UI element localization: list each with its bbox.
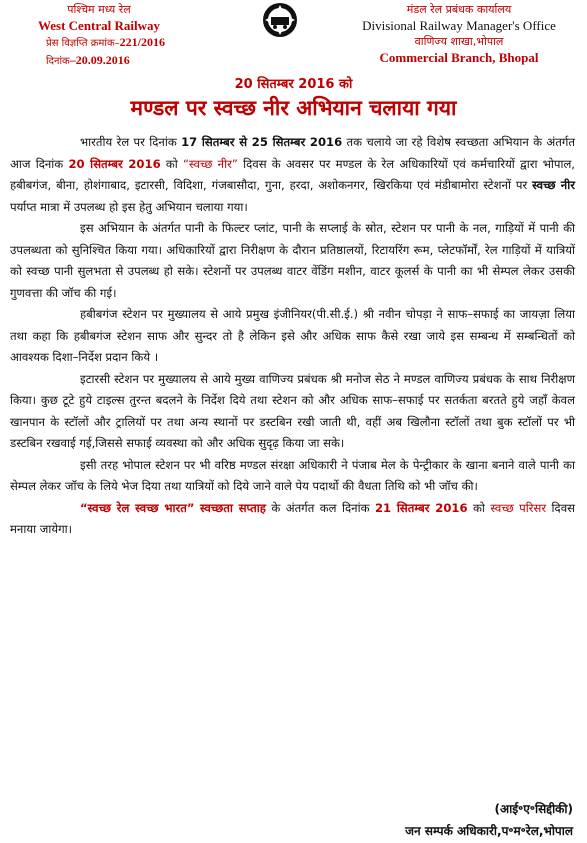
paragraph-3: हबीबगंज स्टेशन पर मुख्यालय से आये प्रमुख इंजीनियर(पी.सी.ई.) श्री नवीन चोपड़ा ने साफ–सफाई का जायज़ा लिया तथा कहा कि हबीबगंज स्टेशन साफ और सुन्दर तो है लेकिन इसे और अधिक साफ कैसे रखा जाये इस सम्बन्ध में सम्बन्धितों को आवश्यक दिशा–निर्देश प्रदान किये । bbox=[10, 307, 575, 364]
signatory-designation: जन सम्पर्क अधिकारी,प॰म॰रेल,भोपाल bbox=[405, 824, 573, 838]
office-english: Divisional Railway Manager's Office bbox=[362, 18, 556, 33]
signatory-name: (आई॰ए॰सिद्दीकी) bbox=[494, 802, 573, 816]
branch-english: Commercial Branch, Bhopal bbox=[379, 50, 539, 65]
press-release-number: प्रेस विज्ञप्ति क्रमांक–221/2016 bbox=[46, 35, 166, 49]
press-release-date: दिनांक–20.09.2016 bbox=[46, 53, 130, 67]
event-date: 20 सितम्बर 2016 को bbox=[234, 77, 353, 92]
org-english: West Central Railway bbox=[37, 18, 161, 33]
paragraph-4: इटारसी स्टेशन पर मुख्यालय से आये मुख्य वाणिज्य प्रबंधक श्री मनोज सेठ ने मण्डल वाणिज्य प्रबंधक के साथ निरीक्षण किया। कुछ टूटे हुये टाइल्स तुरन्त बदलने के निर्देश दिये तथा स्टेशन को और अधिक साफ–सफाई पर सतर्कता बरतते हुये जहाँ केवल खानपान के स्टॉलों और ट्रालियों पर तथा अन्य स्थानों पर डस्टबिन रखी जाती थी, वहीं अब खिलौना स्टॉलों तथा बुक स्टॉलों पर भी डस्टबिन रखवाई गई,जिससे सफाई व्यवस्था को और अधिक सुदृढ़ किया जा सके। bbox=[10, 371, 575, 450]
press-release-body bbox=[10, 132, 575, 541]
header-right bbox=[339, 2, 579, 66]
paragraph-2: इस अभियान के अंतर्गत पानी के फिल्टर प्लांट, पानी के सप्लाई के स्रोत, स्टेशन पर पानी के नल, गाड़ियों में पानी की उपलब्धता को सुनिश्चित किया गया। अधिकारियों द्वारा निरीक्षण के दौरान प्रतिष्ठालयों, रिटायरिंग रूम, प्लेटफॉर्मों, रेल गाड़ियों में यात्रियों को स्वच्छ पानी सुलभता से उपलब्ध हो सके। स्टेशनों पर उपलब्ध वाटर वेंडिंग मशीन, वाटर कूलर्स के पानी का भी सेम्पल लेकर उसकी गुणवत्ता की जॉच की गई। bbox=[10, 221, 575, 300]
org-hindi: पश्चिम मध्य रेल bbox=[67, 3, 131, 16]
indian-railways-logo bbox=[262, 2, 298, 38]
paragraph-5: इसी तरह भोपाल स्टेशन पर भी वरिष्ठ मण्डल संरक्षा अधिकारी ने पंजाब मेल के पेन्ट्रीकार के खाना बनाने वाले पानी का सेम्पल लेकर जॉच के लिये भेज दिया तथा यात्रियों को दिये जाने वाले पेय पदार्थो की वैधता तिथि को भी जॉच की। bbox=[10, 457, 575, 493]
paragraph-6: “स्वच्छ रेल स्वच्छ भारत” स्वच्छता सप्ताह के अंतर्गत कल दिनांक 21 सितम्बर 2016 को स्वच्छ परिसर दिवस मनाया जायेगा। bbox=[10, 500, 575, 536]
paragraph-1: भारतीय रेल पर दिनांक 17 सितम्बर से 25 सितम्बर 2016 तक चलाये जा रहे विशेष स्वच्छता अभियान के अंतर्गत आज दिनांक 20 सितम्बर 2016 को “स्वच्छ नीर” दिवस के अवसर पर मण्डल के रेल अधिकारियों एवं कर्मचारियों द्वारा भोपाल, हबीबगंज, बीना, होशंगाबाद, इटारसी, विदिशा, गंजबासौदा, गुना, हरदा, अशोकनगर, खिरकिया एवं मंडीबामोरा स्टेशनों पर स्वच्छ नीर पर्याप्त मात्रा में उपलब्ध हो इस हेतु अभियान चलाया गया। bbox=[10, 135, 575, 214]
signature-block bbox=[405, 798, 573, 842]
branch-hindi: वाणिज्य शाखा,भोपाल bbox=[414, 35, 504, 48]
office-hindi: मंडल रेल प्रबंधक कार्यालय bbox=[406, 3, 512, 16]
header-left bbox=[4, 2, 194, 70]
page-title: मण्डल पर स्वच्छ नीर अभियान चलाया गया bbox=[130, 96, 457, 120]
